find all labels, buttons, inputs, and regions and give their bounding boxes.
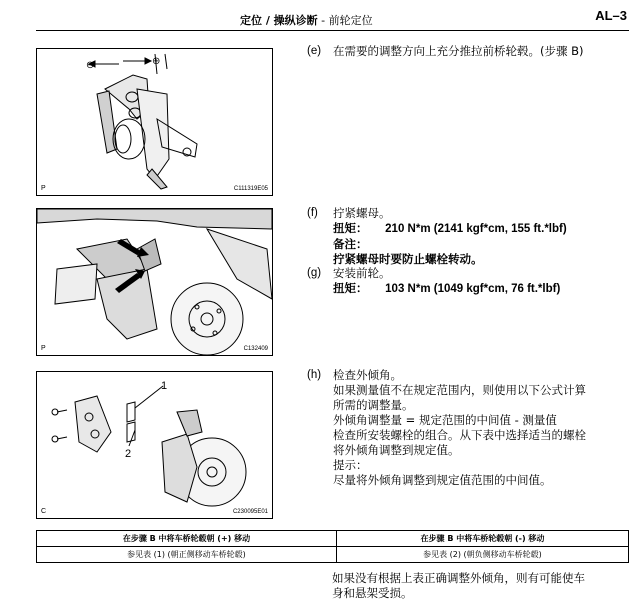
figure-letter: P [41, 185, 46, 192]
figure-letter: P [41, 345, 46, 352]
step-label: (h) [307, 369, 322, 381]
step-line: 检查外倾角。 [333, 368, 402, 382]
step-label: (f) [307, 207, 318, 219]
header-title-bold: 定位 / 操纵诊断 [240, 14, 318, 27]
knuckle-illustration [37, 49, 272, 195]
step-line: 将外倾角调整到规定值。 [333, 443, 460, 457]
adjustment-table [36, 530, 629, 563]
note-text: 拧紧螺母时要防止螺栓转动。 [333, 252, 483, 266]
table-row [37, 547, 629, 563]
step-text: 拧紧螺母。 [333, 206, 391, 220]
bolt-illustration [37, 372, 272, 518]
figure-steering-knuckle [36, 48, 273, 196]
table-header-cell: 在步骤 B 中将车桥轮毂朝 (-) 移动 [336, 531, 628, 547]
step-label: (g) [307, 267, 322, 279]
footer-note [332, 571, 622, 601]
step-line: 所需的调整量。 [333, 398, 414, 412]
step-line: 检查所安装螺栓的组合。从下表中选择适当的螺栓 [333, 428, 586, 442]
header-divider [36, 30, 629, 31]
footer-line: 身和悬架受损。 [332, 586, 413, 600]
step-line: 提示： [333, 458, 368, 472]
step-label: (e) [307, 45, 322, 57]
figure-code: C132409 [243, 346, 268, 352]
torque-value: 210 N*m (2141 kgf*cm, 155 ft.*lbf) [385, 223, 567, 235]
step-e [307, 44, 627, 60]
torque-label: 扭矩： [333, 221, 368, 235]
page-code: AL–3 [595, 8, 627, 23]
note-label: 备注： [333, 237, 368, 251]
torque-label: 扭矩： [333, 281, 368, 295]
page-header-title [240, 12, 373, 28]
table-header-cell: 在步骤 B 中将车桥轮毂朝 (+) 移动 [37, 531, 337, 547]
step-g [307, 266, 627, 298]
table-cell: 参见表 (1) (朝正侧移动车桥轮毂) [37, 547, 337, 563]
footer-line: 如果没有根据上表正确调整外倾角，则有可能使车 [332, 571, 585, 585]
table-header-row [37, 531, 629, 547]
step-line: 尽量将外倾角调整到规定值范围的中间值。 [333, 473, 552, 487]
figure-letter: C [41, 508, 47, 515]
torque-value: 103 N*m (1049 kgf*cm, 76 ft.*lbf) [385, 283, 561, 295]
header-title-rest: - 前轮定位 [317, 14, 373, 27]
step-line: 如果测量值不在规定范围内，则使用以下公式计算 [333, 383, 586, 397]
step-text: 安装前轮。 [333, 266, 391, 280]
figure-code: C111319E05 [233, 186, 268, 192]
step-line: 外倾角调整量 = 规定范围的中间值 - 测量值 [333, 413, 557, 427]
hub-illustration [37, 209, 272, 355]
step-text: 在需要的调整方向上充分推拉前桥轮毂。(步骤 B) [333, 44, 584, 58]
figure-front-wheel-hub [36, 208, 273, 356]
figure-code: C230095E01 [232, 509, 268, 515]
minus-symbol: ⊖ [86, 60, 95, 71]
step-h [307, 368, 627, 490]
table-cell: 参见表 (2) (朝负侧移动车桥轮毂) [336, 547, 628, 563]
step-f [307, 206, 627, 266]
figure-bolt-combination [36, 371, 273, 519]
callout-1: 1 [161, 380, 168, 392]
plus-symbol: ⊕ [152, 56, 161, 67]
callout-2: 2 [125, 448, 132, 460]
